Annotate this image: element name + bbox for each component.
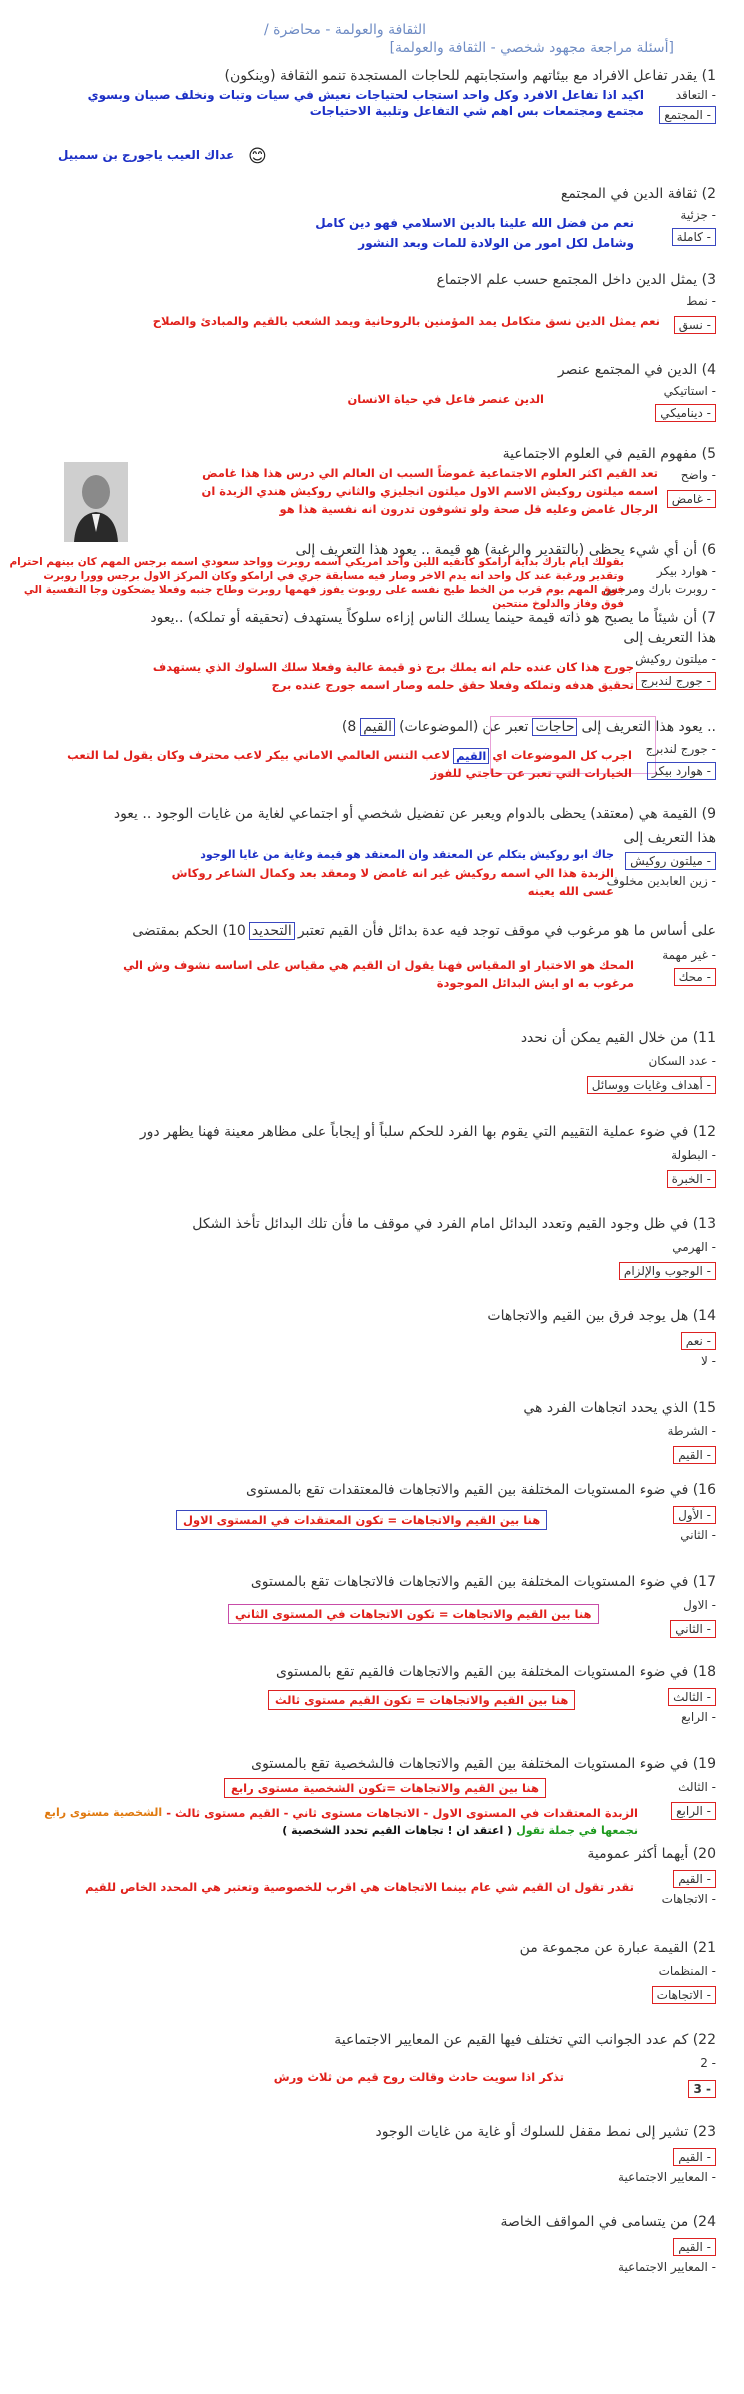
q12-option-b-answer: - الخبرة: [667, 1170, 716, 1188]
document-subtitle: [أسئلة مراجعة مجهود شخصي - الثقافة والعولمة]: [389, 40, 674, 56]
q19-mnemonic-green: نجمعها في جملة تقول: [516, 1824, 638, 1837]
q13-question: 13) في ظل وجود القيم وتعدد البدائل امام الفرد في موقف ما فأن تلك البدائل تأخذ الشكل: [192, 1216, 716, 1232]
q10-question-a: 10) الحكم بمقتضى: [132, 923, 246, 939]
q24-question: 24) من يتسامى في المواقف الخاصة: [500, 2214, 716, 2230]
q6-note-line3: فوق المهم يوم قرب من الخط طيح نفسه على روبوت يفوز فهمها روبرت وطاح جنبه وفعلا يضحكون وجا التفسية الي: [23, 584, 624, 596]
q10-question-b: على أساس ما هو مرغوب في موقف توجد فيه عدة بدائل فأن القيم تعتبر: [297, 923, 716, 939]
q2-question: 2) ثقافة الدين في المجتمع: [560, 186, 716, 202]
q24-option-b: - المعايير الاجتماعية: [618, 2260, 716, 2274]
q7-option-a: - ميلتون روكيش: [635, 652, 716, 666]
q13-option-b-answer: - الوجوب والإلزام: [619, 1262, 716, 1280]
portrait-photo-image: [64, 462, 128, 542]
q4-option-a: - استاتيكي: [663, 384, 716, 398]
q15-option-b-answer: - القيم: [673, 1446, 716, 1464]
q10-note-line2: مرغوب به او ايش البدائل الموجودة: [436, 976, 634, 990]
q7-note-line2: تحقيق هدفه وتملكه وفعلا حقق حلمه وصار اسمه جورج عنده برج: [271, 678, 634, 692]
q5-option-a: - واضح: [680, 468, 716, 482]
q7-question-line2: هذا التعريف إلى: [623, 630, 716, 646]
q5-note-line1: تعد القيم اكثر العلوم الاجتماعية غموضاً السبب ان العالم الي درس هذا هذا غامض: [202, 466, 658, 480]
q16-question: 16) في ضوء المستويات المختلفة بين القيم والاتجاهات فالمعتقدات تقع بالمستوى: [246, 1482, 716, 1498]
q21-option-b-answer: - الاتجاهات: [652, 1986, 716, 2004]
q18-question: 18) في ضوء المستويات المختلفة بين القيم والاتجاهات فالقيم تقع بالمستوى: [275, 1664, 716, 1680]
q8-word-end: .. يعود هذا التعريف إلى: [581, 719, 716, 735]
q8-number: 8): [341, 719, 357, 735]
q20-note: تقدر تقول ان القيم شي عام بينما الاتجاهات هي اقرب للخصوصية وتعتبر هي المحدد الخاص للقيم: [85, 1880, 634, 1894]
q21-option-a: - المنظمات: [658, 1964, 716, 1978]
q17-question: 17) في ضوء المستويات المختلفة بين القيم والاتجاهات فالاتجاهات تقع بالمستوى: [250, 1574, 716, 1590]
q4-note: الدين عنصر فاعل في حياة الانسان: [347, 392, 544, 406]
q1-option-b-answer: - المجتمع: [659, 106, 716, 124]
q15-question: 15) الذي يحدد اتجاهات الفرد هي: [523, 1400, 716, 1416]
q6-option-b-answer: - روبرت بارك ومرجس: [603, 582, 716, 596]
q23-option-b: - المعايير الاجتماعية: [618, 2170, 716, 2184]
q22-option-b-answer: - 3: [688, 2080, 716, 2098]
q20-option-b: - الاتجاهات: [661, 1892, 716, 1906]
q10-word-boxed: التحديد: [249, 922, 295, 940]
q19-summary-line: [44, 1806, 638, 1820]
q1-question: 1) يقدر تفاعل الافراد مع بيئاتهم واستجابتهم للحاجات المستجدة تنمو الثقافة (وينكون): [224, 68, 716, 84]
document-title: الثقافة والعولمة - محاضرة /: [263, 22, 426, 38]
q22-option-a: - 2: [700, 2056, 716, 2070]
q10-question: [132, 922, 716, 940]
q8-word-mid: تعبر عن: [482, 719, 529, 735]
q8-word-needs: حاجات: [532, 718, 577, 736]
q1-note-line2: مجتمع ومجتمعات بس اهم شي التفاعل وتلبية الاحتياجات: [309, 104, 644, 118]
q9-question-line2: هذا التعريف إلى: [623, 830, 716, 846]
q11-question: 11) من خلال القيم يمكن أن نحدد: [520, 1030, 716, 1046]
q2-option-b-answer: - كاملة: [672, 228, 716, 246]
q6-option-a: - هوارد بيكر: [656, 564, 716, 578]
q18-note: هنا بين القيم والاتجاهات = تكون القيم مستوى ثالث: [268, 1690, 575, 1710]
q17-option-a: - الاول: [683, 1598, 716, 1612]
q18-option-a-answer: - الثالث: [668, 1688, 716, 1706]
q3-note: نعم يمثل الدين نسق متكامل يمد المؤمنين بالروحانية ويمد الشعب بالقيم والمبادئ والصلاح: [152, 314, 660, 328]
q10-option-a: - غير مهمة: [662, 948, 716, 962]
q5-question: 5) مفهوم القيم في العلوم الاجتماعية: [502, 446, 716, 462]
q9-option-b: - زين العابدين مخلوف: [606, 874, 716, 888]
q19-option-b-answer: - الرابع: [671, 1802, 716, 1820]
q19-summary-red: الزبدة المعتقدات في المستوى الاول - الاتجاهات مستوى ثاني - القيم مستوى ثالث -: [166, 1806, 638, 1820]
q19-mnemonic-line: [282, 1824, 638, 1837]
q18-option-b: - الرابع: [681, 1710, 716, 1724]
q19-note: هنا بين القيم والاتجاهات =تكون الشخصية مستوى رابع: [224, 1778, 546, 1798]
q16-option-a-answer: - الأول: [673, 1506, 716, 1524]
q20-option-a-answer: - القيم: [673, 1870, 716, 1888]
q2-note-line1: نعم من فضل الله علينا بالدين الاسلامي فهو دين كامل: [315, 216, 634, 230]
q14-option-b: - لا: [701, 1354, 716, 1368]
q23-question: 23) تشير إلى نمط مقفل للسلوك أو غاية من غايات الوجود: [375, 2124, 716, 2140]
q19-question: 19) في ضوء المستويات المختلفة بين القيم والاتجاهات فالشخصية تقع بالمستوى: [251, 1756, 716, 1772]
q1-note-line1: اكيد اذا تفاعل الافرد وكل واحد استجاب لحتياجات نعيش في سيات وتبات ونخلف صبيان وبسوي: [87, 88, 644, 102]
q20-question: 20) أيهما أكثر عمومية: [587, 1846, 716, 1862]
q5-option-b-answer: - غامض: [667, 490, 716, 508]
q5-note-line3: الرجال غامض وعليه قل صحة ولو تشوفون تدرون انه نفسية هذا هو: [279, 502, 658, 516]
q24-option-a-answer: - القيم: [673, 2238, 716, 2256]
q16-note: هنا بين القيم والاتجاهات = تكون المعتقدات في المستوى الاول: [176, 1510, 547, 1530]
q19-mnemonic-text: ( اعتقد ان ! تجاهات القيم تحدد الشخصية ): [282, 1824, 513, 1837]
q21-question: 21) القيمة عبارة عن مجموعة من: [519, 1940, 716, 1956]
q9-note-line3: عسى الله يعينه: [527, 884, 614, 898]
q9-note-line1: جاك ابو روكيش يتكلم عن المعتقد وان المعتقد هو قيمة وغاية من غايا الوجود: [200, 848, 614, 861]
q4-question: 4) الدين في المجتمع عنصر: [557, 362, 716, 378]
q17-option-b-answer: - الثاني: [670, 1620, 716, 1638]
q8-note-text-a: لاعب التنس العالمي الاماني بيكر لاعب محترف وكان يقول لما التعب: [67, 748, 451, 762]
q11-option-b-answer: - أهداف وغايات ووسائل: [587, 1076, 716, 1094]
q6-note-line4: فوق وفاز والدلوخ منتحين: [492, 598, 624, 610]
q6-note-line2: وتقدير ورغبة عند كل واحد انه يدم الاخر وصار فيه مسابقة جري في ارامكو وكان المركز الاول برجس وورا روبرت: [43, 570, 624, 582]
q6-note-line1: بقولك ايام بارك بداية أرامكو كانقيه اللين وأحد امريكي اسمه روبرت وواحد سعودي اسمه برجس المهم كان بينهم احترام: [9, 556, 624, 568]
q8-option-b-answer: - هوارد بيكر: [647, 762, 716, 780]
q22-note: تذكر اذا سويت حادث وقالت روح قيم من ثلاث ورش: [273, 2070, 564, 2084]
q10-option-b-answer: - محك: [674, 968, 716, 986]
q2-note-line2: وشامل لكل امور من الولادة للمات وبعد النشور: [358, 236, 634, 250]
q5-note-line2: اسمه ميلتون روكيش الاسم الاول ميلتون انجليزي والثاني روكيش هندي الزبدة ان: [201, 484, 658, 498]
q16-option-b: - الثاني: [680, 1528, 716, 1542]
q4-option-b-answer: - ديناميكي: [655, 404, 716, 422]
smiley-emoji-icon: 😊: [248, 146, 267, 167]
q8-note-word: القيم: [453, 748, 489, 764]
q19-summary-orange: الشخصية مستوى رابع: [44, 1806, 163, 1819]
q14-question: 14) هل يوجد فرق بين القيم والاتجاهات: [487, 1308, 716, 1324]
q8-word-values: القيم: [360, 718, 395, 736]
q7-question-line1: 7) أن شيئاً ما يصبح هو ذاته قيمة حينما يسلك الناس إزاءه سلوكاً يستهدف (تحقيقه أو تملكه) ..يعود: [150, 610, 716, 626]
q8-word-topics: (الموضوعات): [399, 719, 479, 735]
q1-note-line3: عداك العيب ياجورج بن سمبيل: [58, 148, 235, 162]
q8-option-a: - جورج لندبرج: [645, 742, 716, 756]
q11-option-a: - عدد السكان: [648, 1054, 716, 1068]
q2-option-a: - جزئية: [680, 208, 716, 222]
q3-question: 3) يمثل الدين داخل المجتمع حسب علم الاجتماع: [436, 272, 716, 288]
q12-question: 12) في ضوء عملية التقييم التي يقوم بها الفرد للحكم سلباً أو إيجاباً على مظاهر معينة فهنا يظهر دور: [139, 1124, 716, 1140]
q10-note-line1: المحك هو الاختبار او المقياس فهنا يقول ان القيم هي مقياس على اساسه نشوف وش الي: [123, 958, 634, 972]
q23-option-a-answer: - القيم: [673, 2148, 716, 2166]
q3-option-a: - نمط: [686, 294, 716, 308]
q12-option-a: - البطولة: [671, 1148, 716, 1162]
q7-option-b-answer: - جورج لندبرج: [636, 672, 716, 690]
q8-note-line1: [67, 748, 632, 764]
q14-option-a-answer: - نعم: [681, 1332, 716, 1350]
q13-option-a: - الهرمي: [672, 1240, 716, 1254]
q15-option-a: - الشرطة: [667, 1424, 716, 1438]
q19-option-a: - الثالث: [678, 1780, 716, 1794]
q8-note-line2: الخيارات التي تعبر عن حاجتي للفوز: [430, 766, 632, 780]
q6-question: 6) أن أي شيء يحظى (بالتقدير والرغبة) هو قيمة .. يعود هذا التعريف إلى: [295, 542, 716, 558]
q7-note-line1: جورج هذا كان عنده حلم انه يملك برج ذو قيمة عالية وفعلا سلك السلوك الذي يستهدف: [152, 660, 634, 674]
q3-option-b-answer: - نسق: [674, 316, 716, 334]
q17-note: هنا بين القيم والاتجاهات = تكون الاتجاهات في المستوى الثاني: [228, 1604, 599, 1624]
q9-option-a-answer: - ميلتون روكيش: [625, 852, 716, 870]
q22-question: 22) كم عدد الجوانب التي تختلف فيها القيم عن المعايير الاجتماعية: [334, 2032, 716, 2048]
q9-question-line1: 9) القيمة هي (معتقد) يحظى بالدوام ويعبر عن تفضيل شخصي أو اجتماعي لغاية من غايات الوجود .. يعود: [113, 806, 716, 822]
q9-note-line2: الزبدة هذا الي اسمه روكيش غير انه غامض لا ومعقد بعد وكمال الشاعر روكاش: [171, 866, 614, 880]
q8-note-text-b: اجرب كل الموضوعات اي: [492, 748, 632, 762]
q1-option-a: - التعاقد: [675, 88, 716, 102]
